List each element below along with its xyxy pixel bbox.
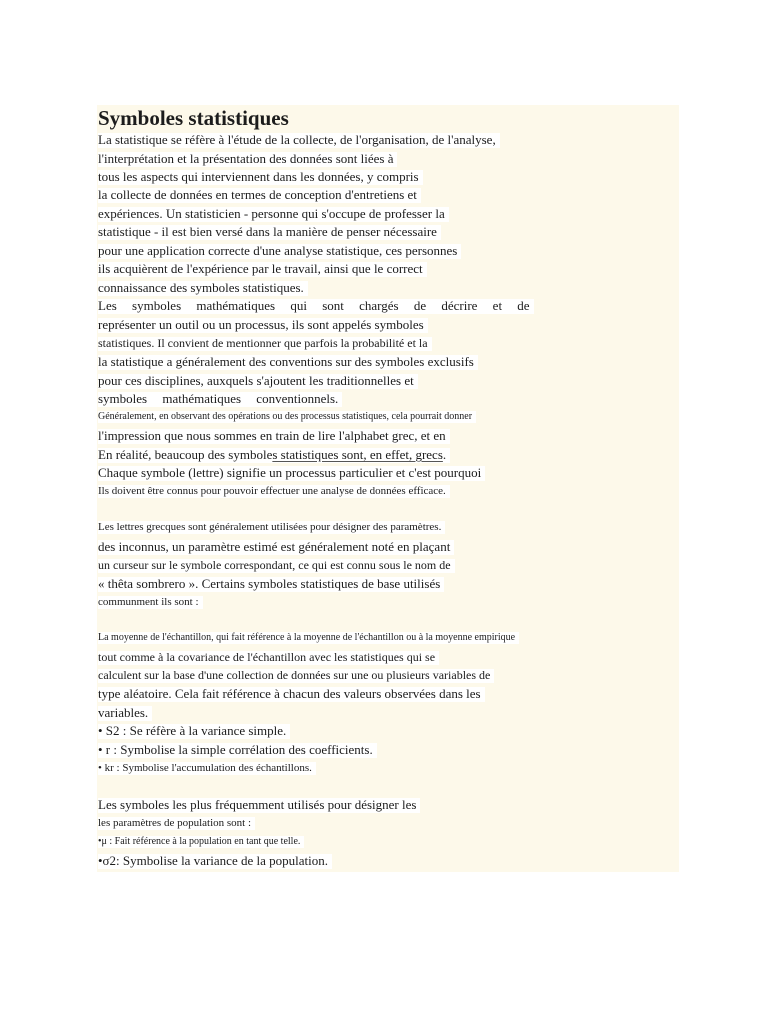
paragraph-line: Les symboles les plus fréquemment utilisés pour désigner les — [98, 798, 420, 813]
paragraph-line: « thêta sombrero ». Certains symboles statistiques de base utilisés — [98, 577, 444, 592]
list-item: • r : Symbolise la simple corrélation des coefficients. — [98, 743, 377, 758]
paragraph-line: expériences. Un statisticien - personne qui s'occupe de professer la — [98, 207, 449, 222]
paragraph-line: communment ils sont : — [98, 596, 203, 609]
paragraph-line: Les lettres grecques sont généralement utilisées pour désigner des paramètres. — [98, 521, 445, 534]
paragraph-line: les paramètres de population sont : — [98, 817, 255, 830]
paragraph-line: la collecte de données en termes de conception d'entretiens et — [98, 188, 421, 203]
paragraph-line: Chaque symbole (lettre) signifie un processus particulier et c'est pourquoi — [98, 466, 485, 481]
paragraph-line: symboles mathématiques conventionnels. — [98, 392, 342, 407]
list-item: • S2 : Se réfère à la variance simple. — [98, 724, 290, 739]
paragraph-line: représenter un outil ou un processus, ils sont appelés symboles — [98, 318, 428, 333]
paragraph-line: l'impression que nous sommes en train de lire l'alphabet grec, et en — [98, 429, 450, 444]
paragraph-line: Généralement, en observant des opérations ou des processus statistiques, cela pourrait donner — [98, 411, 476, 423]
paragraph-line: ils acquièrent de l'expérience par le travail, ainsi que le correct — [98, 262, 427, 277]
paragraph-line: connaissance des symboles statistiques. — [98, 281, 308, 296]
paragraph-line: La moyenne de l'échantillon, qui fait référence à la moyenne de l'échantillon ou à la moyenne empirique — [98, 632, 519, 644]
paragraph-line: un curseur sur le symbole correspondant, ce qui est connu sous le nom de — [98, 559, 455, 573]
paragraph-line: calculent sur la base d'une collection de données sur une ou plusieurs variables de — [98, 669, 494, 683]
list-item: •μ : Fait référence à la population en tant que telle. — [98, 836, 304, 848]
list-item: • kr : Symbolise l'accumulation des échantillons. — [98, 762, 316, 775]
paragraph-line: Ils doivent être connus pour pouvoir effectuer une analyse de données efficace. — [98, 485, 450, 498]
paragraph-line — [98, 448, 450, 463]
text-span: En réalité, beaucoup des symbole — [98, 447, 273, 462]
paragraph-line: type aléatoire. Cela fait référence à chacun des valeurs observées dans les — [98, 687, 485, 702]
text-span: . — [442, 447, 447, 462]
paragraph-line: des inconnus, un paramètre estimé est généralement noté en plaçant — [98, 540, 454, 555]
paragraph-line: tous les aspects qui interviennent dans les données, y compris — [98, 170, 423, 185]
paragraph-line: La statistique se réfère à l'étude de la collecte, de l'organisation, de l'analyse, — [98, 133, 500, 148]
list-item: •σ2: Symbolise la variance de la population. — [98, 854, 332, 869]
paragraph-line: statistiques. Il convient de mentionner que parfois la probabilité et la — [98, 337, 432, 351]
paragraph-line: pour ces disciplines, auxquels s'ajoutent les traditionnelles et — [98, 374, 418, 389]
underlined-text: s statistiques sont, en effet, grecs — [272, 447, 443, 462]
paragraph-line: la statistique a généralement des conventions sur des symboles exclusifs — [98, 355, 478, 370]
paragraph-line: Les symboles mathématiques qui sont chargés de décrire et de — [98, 299, 534, 314]
paragraph-line: tout comme à la covariance de l'échantillon avec les statistiques qui se — [98, 651, 439, 665]
paragraph-line: l'interprétation et la présentation des données sont liées à — [98, 152, 397, 167]
document-title: Symboles statistiques — [98, 106, 289, 130]
paragraph-line: pour une application correcte d'une analyse statistique, ces personnes — [98, 244, 461, 259]
paragraph-line: variables. — [98, 706, 152, 721]
paragraph-line: statistique - il est bien versé dans la manière de penser nécessaire — [98, 225, 441, 240]
